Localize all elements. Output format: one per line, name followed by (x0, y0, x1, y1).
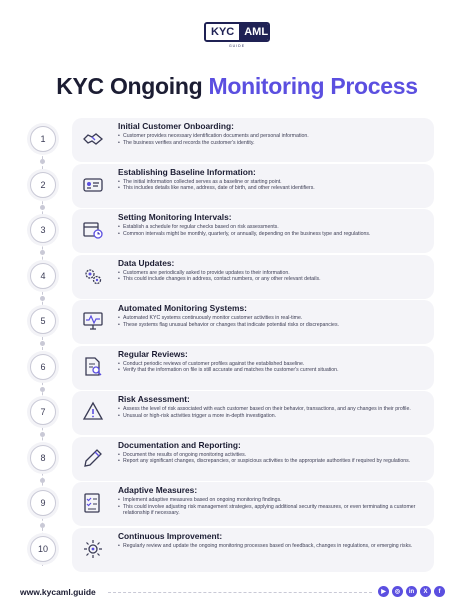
step-heading: Initial Customer Onboarding: (118, 121, 234, 131)
step-bullets (118, 361, 418, 374)
step-heading: Adaptive Measures: (118, 485, 198, 495)
step-item (0, 164, 474, 208)
step-bullets (118, 543, 418, 550)
page-title (0, 73, 474, 100)
step-content (118, 349, 418, 374)
step-bullets (118, 315, 418, 328)
step-bullet: • The business verifies and records the customer's identity. (118, 140, 418, 147)
step-item (0, 209, 474, 253)
step-heading: Continuous Improvement: (118, 530, 223, 541)
step-content (118, 440, 418, 465)
step-number: 2 (30, 172, 56, 198)
improvement-icon (80, 536, 106, 562)
step-bullets (118, 179, 418, 192)
step-content (118, 212, 418, 237)
gears-icon (80, 263, 106, 289)
step-item (0, 391, 474, 435)
step-content (118, 394, 418, 419)
step-content (118, 167, 418, 192)
step-bullet: • Establish a schedule for regular checks based on risk assessments. (118, 224, 418, 231)
instagram-icon[interactable]: ◎ (392, 586, 403, 597)
edit-icon (80, 445, 106, 471)
logo-kyc-text: KYC (206, 24, 239, 40)
step-heading: Risk Assessment: (118, 394, 190, 404)
step-bullet: • Report any significant changes, discrepancies, or suspicious activities to the appropriate authorities if required by regulations. (118, 458, 418, 465)
step-bullet: • Verify that the information on file is still accurate and matches the customer's current situation. (118, 367, 418, 374)
logo-aml-text: AML (239, 24, 270, 40)
step-number: 9 (30, 490, 56, 516)
website-link[interactable]: www.kycaml.guide (20, 587, 96, 597)
document-search-icon (80, 354, 106, 380)
step-number: 7 (30, 399, 56, 425)
step-bullet: • Customer provides necessary identification documents and personal information. (118, 133, 418, 140)
step-content (118, 531, 418, 550)
title-part-2: Monitoring Process (208, 73, 418, 99)
step-number: 8 (30, 445, 56, 471)
step-bullet: • Common intervals might be monthly, quarterly, or annually, depending on the business type and regulations. (118, 231, 418, 238)
youtube-icon[interactable]: ▶ (378, 586, 389, 597)
step-heading: Automated Monitoring Systems: (118, 303, 247, 313)
logo-subtitle: GUIDE (228, 44, 246, 48)
step-bullet: • These systems flag unusual behavior or changes that indicate potential risks or discrepancies. (118, 322, 418, 329)
step-content (118, 258, 418, 283)
step-bullet: • Document the results of ongoing monitoring activities. (118, 452, 418, 459)
step-number: 3 (30, 217, 56, 243)
step-bullet: • Conduct periodic reviews of customer profiles against the established baseline. (118, 361, 418, 368)
footer-divider (108, 592, 372, 593)
step-heading: Setting Monitoring Intervals: (118, 212, 232, 222)
step-item (0, 346, 474, 390)
step-bullets (118, 270, 418, 283)
step-bullet: • Regularly review and update the ongoing monitoring processes based on feedback, changes in regulations, or emerging risks. (118, 543, 418, 550)
step-bullet: • Assess the level of risk associated with each customer based on their behavior, transactions, and any changes in their profile. (118, 406, 418, 413)
handshake-icon (80, 126, 106, 152)
step-number: 6 (30, 354, 56, 380)
step-number: 10 (30, 536, 56, 562)
step-heading: Establishing Baseline Information: (118, 166, 256, 177)
title-part-1: KYC Ongoing (56, 73, 209, 99)
step-bullet: • Automated KYC systems continuously monitor customer activities in real-time. (118, 315, 418, 322)
step-bullets (118, 452, 418, 465)
step-heading: Documentation and Reporting: (118, 439, 241, 450)
step-heading: Regular Reviews: (118, 348, 188, 359)
social-links (378, 586, 445, 597)
step-number: 1 (30, 126, 56, 152)
step-heading: Data Updates: (118, 257, 175, 268)
step-content (118, 121, 418, 146)
step-bullets (118, 497, 418, 517)
step-bullet: • The initial information collected serves as a baseline or starting point. (118, 179, 418, 186)
step-bullet: • This includes details like name, address, date of birth, and other relevant identifiers. (118, 185, 418, 192)
monitor-icon (80, 308, 106, 334)
step-item (0, 528, 474, 572)
x-icon[interactable]: X (420, 586, 431, 597)
step-item (0, 482, 474, 526)
step-bullets (118, 406, 418, 419)
step-item (0, 255, 474, 299)
schedule-icon (80, 217, 106, 243)
linkedin-icon[interactable]: in (406, 586, 417, 597)
step-item (0, 300, 474, 344)
step-bullet: • Unusual or high-risk activities trigger a more in-depth investigation. (118, 413, 418, 420)
checklist-icon (80, 490, 106, 516)
facebook-icon[interactable]: f (434, 586, 445, 597)
step-bullet: • This could include changes in address, contact numbers, or any other relevant details. (118, 276, 418, 283)
step-item (0, 118, 474, 162)
id-card-icon (80, 172, 106, 198)
risk-alert-icon (80, 399, 106, 425)
step-bullet: • Implement adaptive measures based on ongoing monitoring findings. (118, 497, 418, 504)
step-number: 5 (30, 308, 56, 334)
step-item (0, 437, 474, 481)
step-bullet: • Customers are periodically asked to provide updates to their information. (118, 270, 418, 277)
step-content (118, 303, 418, 328)
step-bullets (118, 224, 418, 237)
step-bullet: • This could involve adjusting risk management strategies, applying additional security measures, or even terminating a customer relationship if necessary. (118, 504, 418, 517)
step-content (118, 485, 418, 517)
step-bullets (118, 133, 418, 146)
kycaml-logo (204, 22, 270, 52)
step-number: 4 (30, 263, 56, 289)
